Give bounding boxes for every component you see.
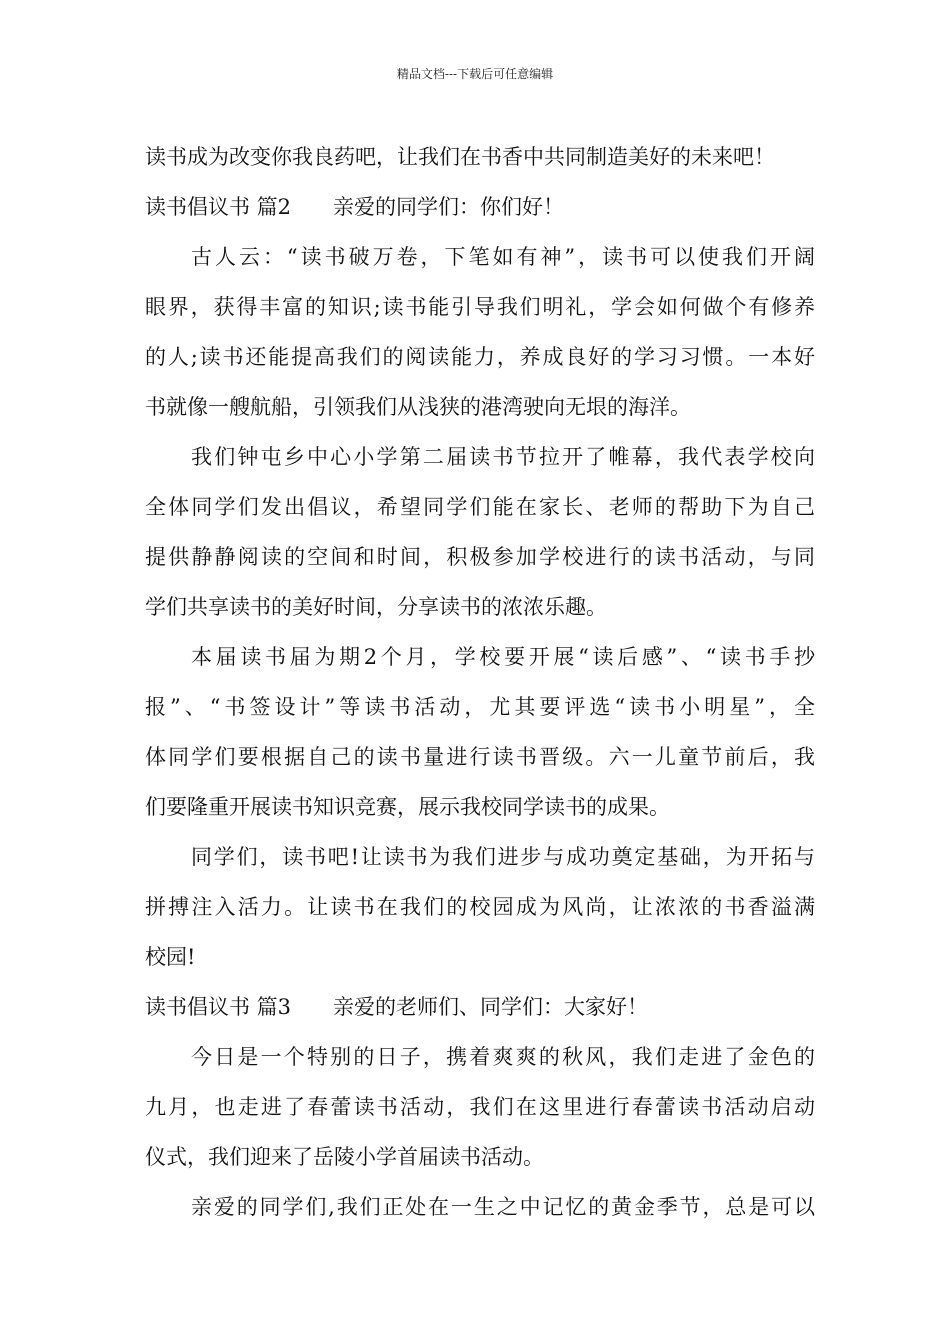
text-line: 古人云：“读书破万卷，下笔如有神”，读书可以使我们开阔 [191,245,815,269]
text-line: 体同学们要根据自己的读书量进行读书晋级。六一儿童节前后，我 [145,745,815,769]
text-line: 的人;读书还能提高我们的阅读能力，养成良好的学习习惯。一本好 [145,345,815,369]
text-line: 今日是一个特别的日子，携着爽爽的秋风，我们走进了金色的 [191,1045,815,1069]
text-line: 们要隆重开展读书知识竞赛，展示我校同学读书的成果。 [145,795,670,819]
text-line: 报”、“书签设计”等读书活动，尤其要评选“读书小明星”，全 [145,695,815,719]
text-line: 读书成为改变你我良药吧，让我们在书香中共同制造美好的未来吧！ [145,145,775,169]
section-heading: 读书倡议书 篇3 亲爱的老师们、同学们：大家好！ [145,995,649,1019]
text-line: 仪式，我们迎来了岳陵小学首届读书活动。 [145,1145,544,1169]
text-line: 提供静静阅读的空间和时间，积极参加学校进行的读书活动，与同 [145,545,815,569]
text-line: 亲爱的同学们,我们正处在一生之中记忆的黄金季节，总是可以 [191,1195,815,1219]
text-line: 校园! [145,945,196,969]
text-line: 眼界，获得丰富的知识;读书能引导我们明礼，学会如何做个有修养 [145,295,815,319]
text-line: 全体同学们发出倡议，希望同学们能在家长、老师的帮助下为自己 [145,495,815,519]
text-line: 书就像一艘航船，引领我们从浅狭的港湾驶向无垠的海洋。 [145,395,691,419]
text-line: 本届读书届为期2个月，学校要开展“读后感”、“读书手抄 [191,645,815,669]
text-line: 学们共享读书的美好时间，分享读书的浓浓乐趣。 [145,595,607,619]
text-line: 我们钟屯乡中心小学第二届读书节拉开了帷幕，我代表学校向 [191,445,815,469]
document-body [145,132,815,1232]
text-line: 同学们，读书吧!让读书为我们进步与成功奠定基础，为开拓与 [191,845,815,869]
text-line: 九月，也走进了春蕾读书活动，我们在这里进行春蕾读书活动启动 [145,1095,815,1119]
text-line: 拼搏注入活力。让读书在我们的校园成为风尚，让浓浓的书香溢满 [145,895,815,919]
page-header: 精品文档---下载后可任意编辑 [396,67,554,81]
section-heading: 读书倡议书 篇2 亲爱的同学们：你们好！ [145,195,565,219]
